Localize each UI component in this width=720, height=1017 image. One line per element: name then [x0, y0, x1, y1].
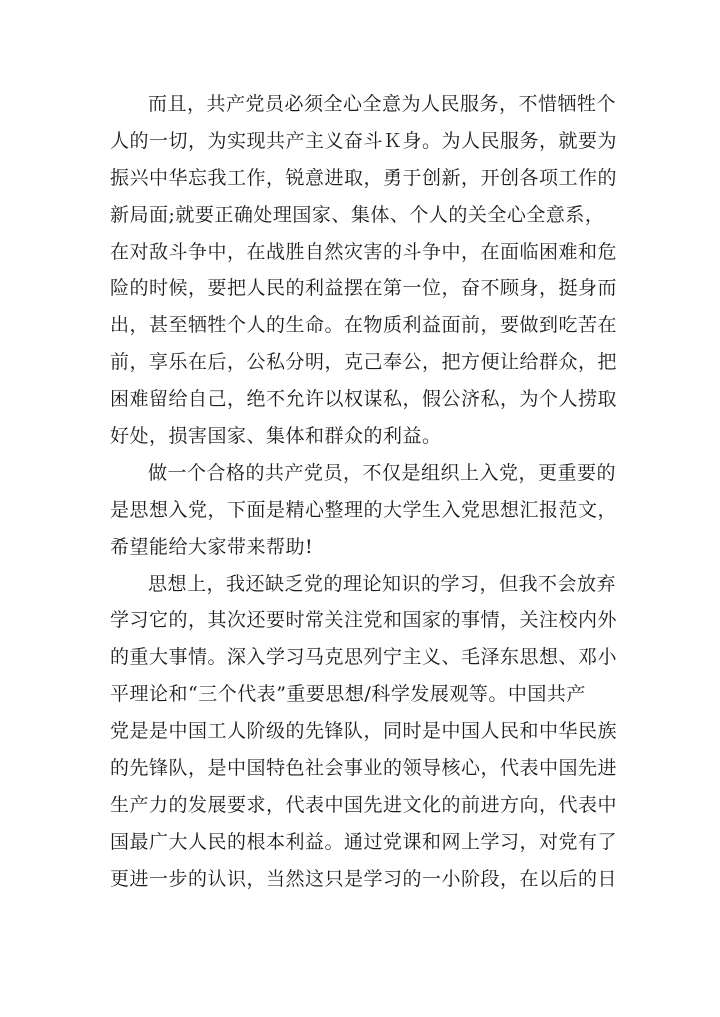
text-line: 在对敌斗争中，在战胜自然灾害的斗争中，在面临困难和危 [110, 240, 618, 263]
text-line: 险的时候，要把人民的利益摆在第一位，奋不顾身，挺身而 [110, 277, 618, 300]
text-line: 更进一步的认识，当然这只是学习的一小阶段，在以后的日 [110, 867, 618, 890]
text-line: 的先锋队，是中国特色社会事业的领导核心，代表中国先进 [110, 757, 618, 780]
text-line: 出，甚至牺牲个人的生命。在物质利益面前，要做到吃苦在 [110, 314, 618, 337]
paragraph-serve-people [110, 86, 618, 455]
text-line: 学习它的，其次还要时常关注党和国家的事情，关注校内外 [110, 609, 618, 632]
text-line: 是思想入党，下面是精心整理的大学生入党思想汇报范文， [110, 498, 618, 521]
paragraph-intro [110, 455, 618, 566]
text-line: 希望能给大家带来帮助! [110, 535, 314, 558]
text-line: 国最广大人民的根本利益。通过党课和网上学习，对党有了 [110, 830, 618, 853]
document-page [110, 86, 618, 898]
text-line: 人的一切，为实现共产主义奋斗Ｋ身。为人民服务，就要为 [110, 129, 618, 152]
text-line: 做一个合格的共产党员，不仅是组织上入党，更重要的 [148, 461, 617, 484]
text-line: 振兴中华忘我工作，锐意进取，勇于创新，开创各项工作的 [110, 166, 618, 189]
text-line: 而且，共产党员必须全心全意为人民服务，不惜牺牲个 [148, 93, 617, 115]
text-line: 生产力的发展要求，代表中国先进文化的前进方向，代表中 [110, 793, 618, 816]
text-line: 好处，损害国家、集体和群众的利益。 [110, 425, 442, 448]
text-line: 的重大事情。深入学习马克思列宁主义、毛泽东思想、邓小 [110, 646, 618, 669]
text-line: 前，享乐在后，公私分明，克己奉公，把方便让给群众，把 [110, 351, 618, 374]
text-line: 思想上，我还缺乏党的理论知识的学习，但我不会放弃 [148, 572, 617, 595]
text-line: 困难留给自己，绝不允许以权谋私，假公济私，为个人捞取 [110, 388, 618, 411]
text-line: 新局面;就要正确处理国家、集体、个人的关全心全意系， [110, 203, 605, 226]
text-line: 平理论和“三个代表”重要思想/科学发展观等。中国共产 [110, 683, 586, 706]
paragraph-thought [110, 566, 618, 898]
text-line: 党是是中国工人阶级的先锋队，同时是中国人民和中华民族 [110, 720, 618, 743]
